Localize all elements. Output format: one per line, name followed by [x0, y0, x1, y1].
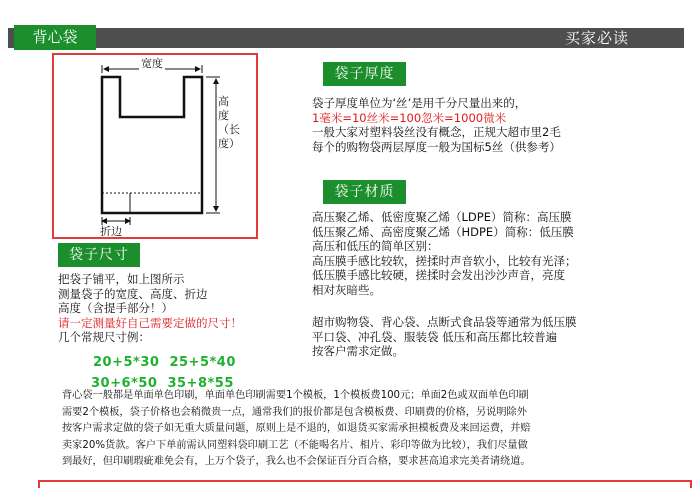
header-title-right: 买家必读: [564, 29, 629, 47]
material-line: 高压聚乙烯、低密度聚乙烯（LDPE）简称：高压膜: [312, 210, 572, 224]
header-title-left: 背心袋: [14, 25, 96, 50]
notice-line: 卖家20%货款。客户下单前需认同塑料袋印刷工艺（不能喝名片、相片、彩印等做为比较），我们尽量做: [62, 439, 528, 451]
size-line: 把袋子铺平，如上图所示: [58, 272, 185, 286]
fold-label: 折边: [100, 225, 122, 238]
material-line: 低压膜手感比较硬，搓揉时会发出沙沙声音，亮度: [312, 268, 565, 283]
material-title: 袋子材质: [323, 180, 406, 204]
size-title: 袋子尺寸: [58, 243, 140, 267]
bag-diagram: [52, 53, 258, 239]
buyer-notice: [62, 388, 652, 471]
notice-line: 到最好，但印刷瑕疵难免会有，上万个袋子，我么也不会保证百分百合格，要求甚高追求完美者请绕道。: [62, 456, 531, 467]
size-line: 测量袋子的宽度、高度、折边: [58, 286, 208, 301]
material-line: 高压和低压的简单区别：: [312, 239, 439, 254]
sample-size-row: 20+5*30 25+5*40: [93, 355, 236, 370]
material-line: 低压聚乙烯、高密度聚乙烯（HDPE）简称：低压膜: [312, 224, 574, 239]
bottom-red-frame: [38, 480, 692, 488]
size-examples-label: 几个常规尺寸例：: [58, 330, 150, 345]
material-usage-line: 按客户需求定做。: [312, 344, 404, 359]
size-warning: 请一定测量好自己需要定做的尺寸！: [58, 315, 242, 330]
notice-line: 需要2个模板，袋子价格也会稍微贵一点，通常我们的报价都是包含模板费、印刷费的价格，另说明除外: [62, 406, 527, 418]
material-text: [312, 210, 577, 298]
material-line: 相对灰暗些。: [312, 282, 381, 297]
thickness-title: 袋子厚度: [323, 62, 406, 86]
material-usage-text: [312, 315, 577, 359]
notice-line: 背心袋一般都是单面单色印刷，单面单色印刷需要1个模板，1个模板费100元；单面2色或双面单色印刷: [62, 390, 529, 401]
thickness-line: 每个的购物袋两层厚度一般为国标5丝（供参考）: [312, 139, 561, 154]
thickness-text: [312, 96, 561, 154]
width-label: 宽度: [141, 57, 163, 70]
thickness-line: 袋子厚度单位为‘丝’是用千分尺量出来的，: [312, 96, 527, 110]
sample-size-row: 30+6*50 35+8*55: [91, 376, 234, 391]
material-usage-line: 超市购物袋、背心袋、点断式食品袋等通常为低压膜: [312, 315, 577, 329]
height-label: 高度（长度）: [218, 95, 240, 150]
thickness-line: 一般大家对塑料袋丝没有概念，正规大超市里2毛: [312, 125, 561, 140]
material-line: 高压膜手感比较软，搓揉时声音软小，比较有光泽；: [312, 253, 577, 268]
thickness-unit-line: 1毫米=10丝米=100忽米=1000微米: [312, 110, 507, 125]
material-usage-line: 平口袋、冲孔袋、服装袋 低压和高压都比较普遍: [312, 329, 558, 344]
size-text: [58, 272, 242, 345]
size-line: 高度（含提手部分！）: [58, 301, 173, 316]
notice-line: 按客户需求定做的袋子如无重大质量问题，原则上是不退的，如退货买家需承担模板费及来回运费，并赔: [62, 423, 531, 434]
